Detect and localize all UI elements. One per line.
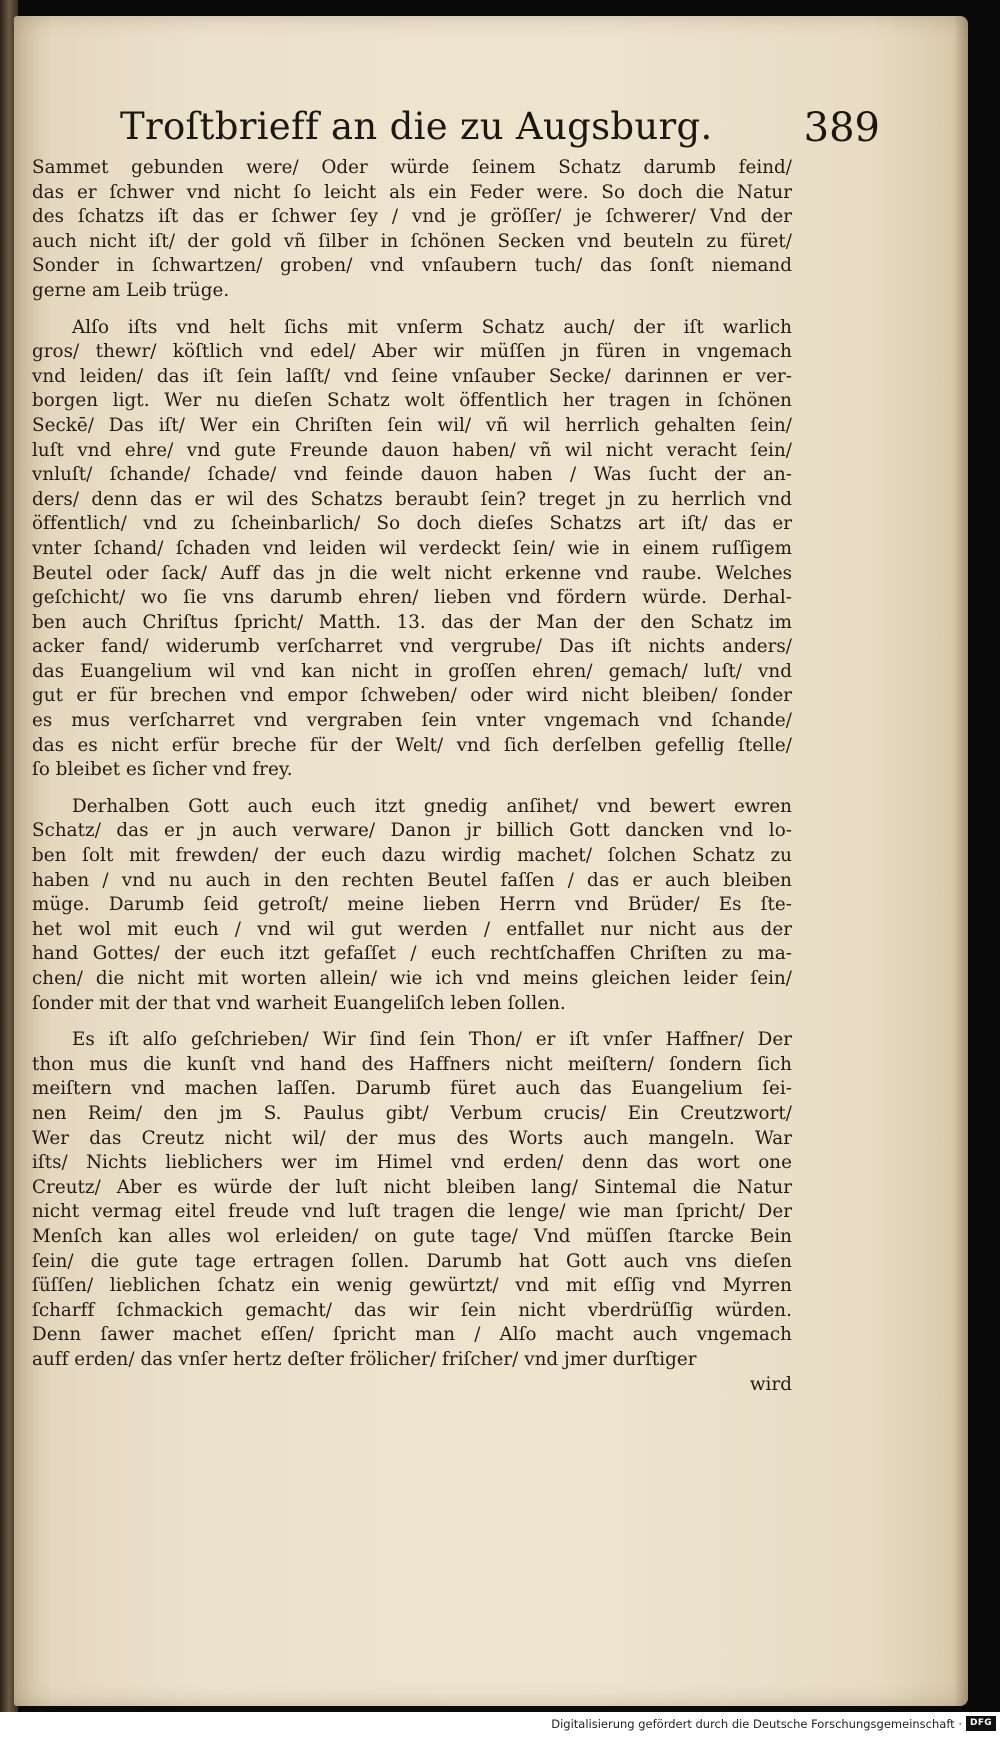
text-line: Schatz/ das er jn auch verware/ Danon jr billich Gott dancken vnd lo- (32, 820, 792, 842)
text-line: ben ſolt mit frewden/ der euch dazu wirdig machet/ ſolchen Schatz zu (32, 845, 792, 867)
text-line: thon mus die kunſt vnd hand des Haffners nicht meiſtern/ ſondern ſich (32, 1053, 792, 1075)
dfg-logo: DFG (966, 1716, 996, 1731)
funding-credit: Digitalisierung gefördert durch die Deutsche Forschungsgemeinschaft · (551, 1717, 962, 1731)
text-line: Creutz/ Aber es würde der luſt nicht bleiben lang/ Sintemal die Natur (32, 1176, 792, 1198)
text-line: Sonder in ſchwartzen/ groben/ vnd vnſaubern tuch/ das ſonſt niemand (32, 255, 792, 277)
text-line: haben / vnd nu auch in den rechten Beutel faſſen / das er auch bleiben (32, 869, 792, 891)
text-line: das er ſchwer vnd nicht ſo leicht als ein Feder were. So doch die Natur (32, 181, 792, 203)
text-line: öffentlich/ vnd zu ſcheinbarlich/ So doch dieſes Schatzs art iſt/ das er (32, 513, 792, 535)
text-line: es mus verſcharret vnd vergraben ſein vnter vngemach vnd ſchande/ (32, 710, 792, 732)
paragraph-1 (32, 156, 792, 304)
text-line: meiſtern vnd machen laſſen. Darumb füret auch das Euangelium ſei- (32, 1078, 792, 1100)
text-line: des ſchatzs iſt das er ſchwer ſey / vnd je gröſſer/ je ſchwerer/ Vnd der (32, 206, 792, 228)
text-line: ſonder mit der that vnd warheit Euangeliſch leben ſollen. (32, 992, 566, 1014)
text-line: ſo bleibet es ſicher vnd frey. (32, 759, 293, 781)
body-text (32, 156, 792, 1397)
text-line: geſchicht/ wo ſie vns darumb ehren/ lieben vnd fördern würde. Derhal- (32, 587, 792, 609)
text-line: vnluſt/ ſchande/ ſchade/ vnd feinde dauon haben / Was ſucht der an- (32, 464, 792, 486)
text-line: het wol mit euch / vnd wil gut werden / entfallet nur nicht aus der (32, 918, 792, 940)
footer-bar (0, 1712, 1000, 1738)
text-line: auch nicht iſt/ der gold vñ ſilber in ſchönen Secken vnd beuteln zu füret/ (32, 230, 792, 252)
text-line: Alſo iſts vnd helt ſichs mit vnſerm Schatz auch/ der iſt warlich (72, 316, 792, 338)
text-line: das Euangelium wil vnd kan nicht in groſſen ehren/ gemach/ luſt/ vnd (32, 660, 792, 682)
text-line: Denn ſawer machet eſſen/ ſpricht man / Alſo macht auch vngemach (32, 1324, 792, 1346)
text-line: gut er für brechen vnd empor ſchweben/ oder wird nicht bleiben/ ſonder (32, 685, 792, 707)
text-line: Derhalben Gott auch euch itzt gnedig anſihet/ vnd bewert ewren (72, 795, 792, 817)
text-line: Sammet gebunden were/ Oder würde ſeinem Schatz darumb feind/ (32, 157, 792, 178)
text-line: ſein/ die gute tage ertragen ſollen. Darumb hat Gott auch vns dieſen (32, 1250, 792, 1272)
page-edge-shadow (954, 16, 968, 1706)
page-number: 389 (803, 105, 880, 151)
text-line: Beutel oder ſack/ Auff das jn die welt nicht erkenne vnd raube. Welches (32, 562, 792, 584)
text-line: auff erden/ das vnſer hertz deſter frölicher/ friſcher/ vnd jmer durſtiger (32, 1348, 697, 1370)
text-line: Seckē/ Das iſt/ Wer ein Chriſten ſein wil/ vñ wil herrlich gehalten ſein/ (32, 414, 792, 436)
text-line: Wer das Creutz nicht wil/ der mus des Worts auch mangeln. War (32, 1127, 792, 1149)
text-line: müge. Darumb ſeid getroſt/ meine lieben Herrn vnd Brüder/ Es ſte- (32, 894, 792, 916)
text-line: vnd leiden/ das iſt ſein laſſt/ vnd ſeine vnſauber Secke/ darinnen er ver- (32, 365, 792, 387)
text-line: hand Gottes/ der euch itzt gefaſſet / euch rechtſchaffen Chriſten zu ma- (32, 943, 792, 965)
paragraph-2 (32, 316, 792, 783)
text-line: Es iſt alſo geſchrieben/ Wir ſind ſein Thon/ er iſt vnſer Haffner/ Der (72, 1029, 792, 1051)
text-line: vnter ſchand/ ſchaden vnd leiden wil verdeckt ſein/ wie in einem ruſſigem (32, 537, 792, 559)
text-line: Menſch kan alles wol erleiden/ on gute tage/ Vnd müſſen ſtarcke Bein (32, 1225, 792, 1247)
text-line: nen Reim/ den jm S. Paulus gibt/ Verbum crucis/ Ein Creutzwort/ (32, 1102, 792, 1124)
text-line: iſts/ Nichts lieblichers wer im Himel vnd erden/ denn das wort one (32, 1152, 792, 1174)
text-line: das es nicht erfür breche für der Welt/ vnd ſich derſelben gefellig ſtelle/ (32, 734, 792, 756)
paragraph-4 (32, 1028, 792, 1372)
text-line: gerne am Leib trüge. (32, 279, 230, 301)
paragraph-3 (32, 795, 792, 1016)
running-title: Troſtbrieff an die zu Augsburg. (120, 105, 713, 148)
text-line: ſüſſen/ lieblichen ſchatz ein wenig gewürtzt/ vnd mit eſſig vnd Myrren (32, 1275, 792, 1297)
text-line: luſt vnd ehre/ vnd gute Freunde dauon haben/ vñ wil nicht veracht ſein/ (32, 439, 792, 461)
text-line: acker fand/ widerumb verſcharret vnd vergrube/ Das iſt nichts anders/ (32, 636, 792, 658)
text-line: ſcharff ſchmackich gemacht/ das wir ſein nicht vberdrüſſig würden. (32, 1299, 792, 1321)
text-line: chen/ die nicht mit worten allein/ wie ich vnd meins gleichen leider ſein/ (32, 968, 792, 989)
text-line: nicht vermag eitel freude vnd luſt tragen die lenge/ wie man ſpricht/ Der (32, 1201, 792, 1223)
text-line: ben auch Chriſtus ſpricht/ Matth. 13. das der Man der den Schatz im (32, 611, 792, 633)
text-line: ders/ denn das er wil des Schatzs beraubt ſein? treget jn zu herrlich vnd (32, 488, 792, 510)
text-line: borgen ligt. Wer nu dieſen Schatz wolt öffentlich her tragen in ſchönen (32, 390, 792, 412)
text-line: gros/ thewr/ köſtlich vnd edel/ Aber wir müſſen jn füren in vngemach (32, 341, 792, 363)
catchword: wird (749, 1373, 792, 1395)
